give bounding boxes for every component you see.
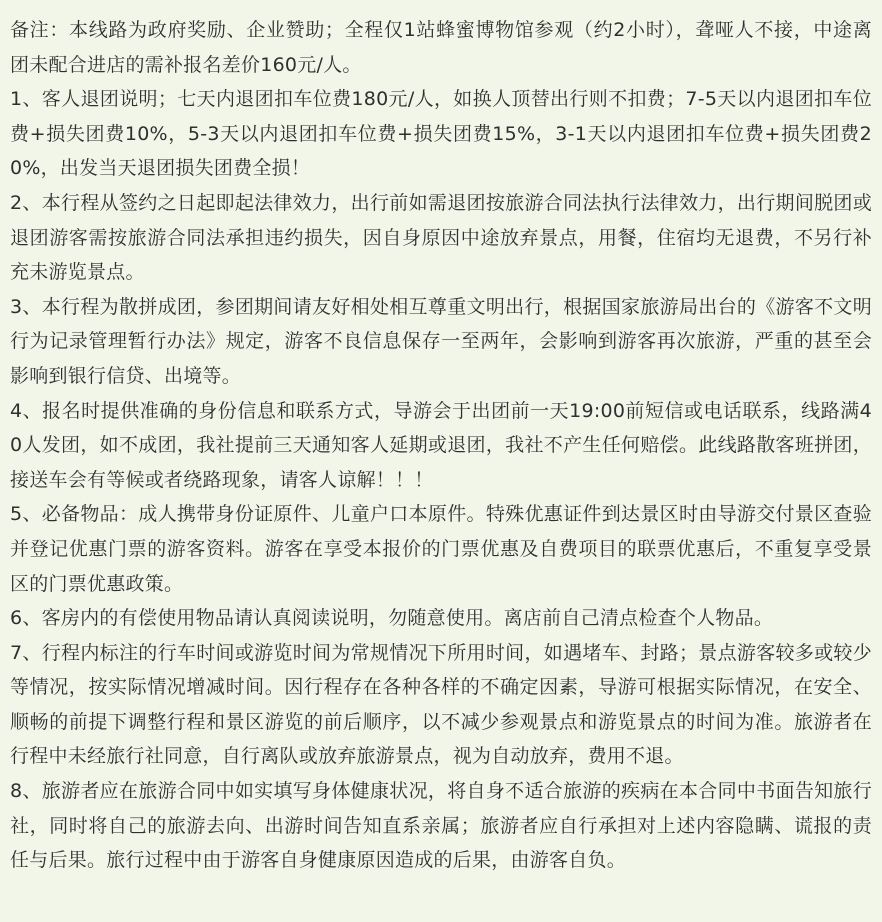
clause-3-civilized-travel: 3、本行程为散拼成团，参团期间请友好相处相互尊重文明出行，根据国家旅游局出台的《游客不文明行为记录管理暂行办法》规定，游客不良信息保存一至两年，会影响到游客再次旅游，严重的甚至会影响到银行信贷、出境等。: [10, 295, 872, 387]
clause-6-room-items: 6、客房内的有偿使用物品请认真阅读说明，勿随意使用。离店前自己清点检查个人物品。: [10, 607, 774, 630]
clause-4-registration: 4、报名时提供准确的身份信息和联系方式，导游会于出团前一天19:00前短信或电话联系，线路满40人发团，如不成团，我社提前三天通知客人延期或退团，我社不产生任何赔偿。此线路散客班拼团，接送车会有等候或者绕路现象，请客人谅解！！！: [10, 399, 872, 491]
clause-5-required-items: 5、必备物品：成人携带身份证原件、儿童户口本原件。特殊优惠证件到达景区时由导游交付景区查验并登记优惠门票的游客资料。游客在享受本报价的门票优惠及自费项目的联票优惠后，不重复享受景区的门票优惠政策。: [10, 503, 872, 595]
clause-2-legal-effect: 2、本行程从签约之日起即起法律效力，出行前如需退团按旅游合同法执行法律效力，出行期间脱团或退团游客需按旅游合同法承担违约损失，因自身原因中途放弃景点，用餐，住宿均无退费，不另行补充未游览景点。: [10, 191, 872, 284]
clause-7-schedule-times: 7、行程内标注的行车时间或游览时间为常规情况下所用时间，如遇堵车、封路；景点游客较多或较少等情况，按实际情况增减时间。因行程存在各种各样的不确定因素，导游可根据实际情况，在安全、顺畅的前提下调整行程和景区游览的前后顺序，以不减少参观景点和游览景点的时间为准。旅游者在行程中未经旅行社同意，自行离队或放弃旅游景点，视为自动放弃，费用不退。: [10, 641, 872, 768]
clause-1-cancellation: 1、客人退团说明；七天内退团扣车位费180元/人，如换人顶替出行则不扣费；7-5天以内退团扣车位费+损失团费10%，5-3天以内退团扣车位费+损失团费15%，3-1天以内退团扣车位费+损失团费20%，出发当天退团损失团费全损！: [10, 88, 872, 180]
clause-8-health-disclosure: 8、旅游者应在旅游合同中如实填写身体健康状况，将自身不适合旅游的疾病在本合同中书面告知旅行社，同时将自己的旅游去向、出游时间告知直系亲属；旅游者应自行承担对上述内容隐瞒、谎报的责任与后果。旅行过程中由于游客自身健康原因造成的后果，由游客自负。: [10, 780, 872, 872]
remarks-paragraph: 备注：本线路为政府奖励、企业赞助；全程仅1站蜂蜜博物馆参观（约2小时），聋哑人不接，中途离团未配合进店的需补报名差价160元/人。: [10, 19, 872, 76]
